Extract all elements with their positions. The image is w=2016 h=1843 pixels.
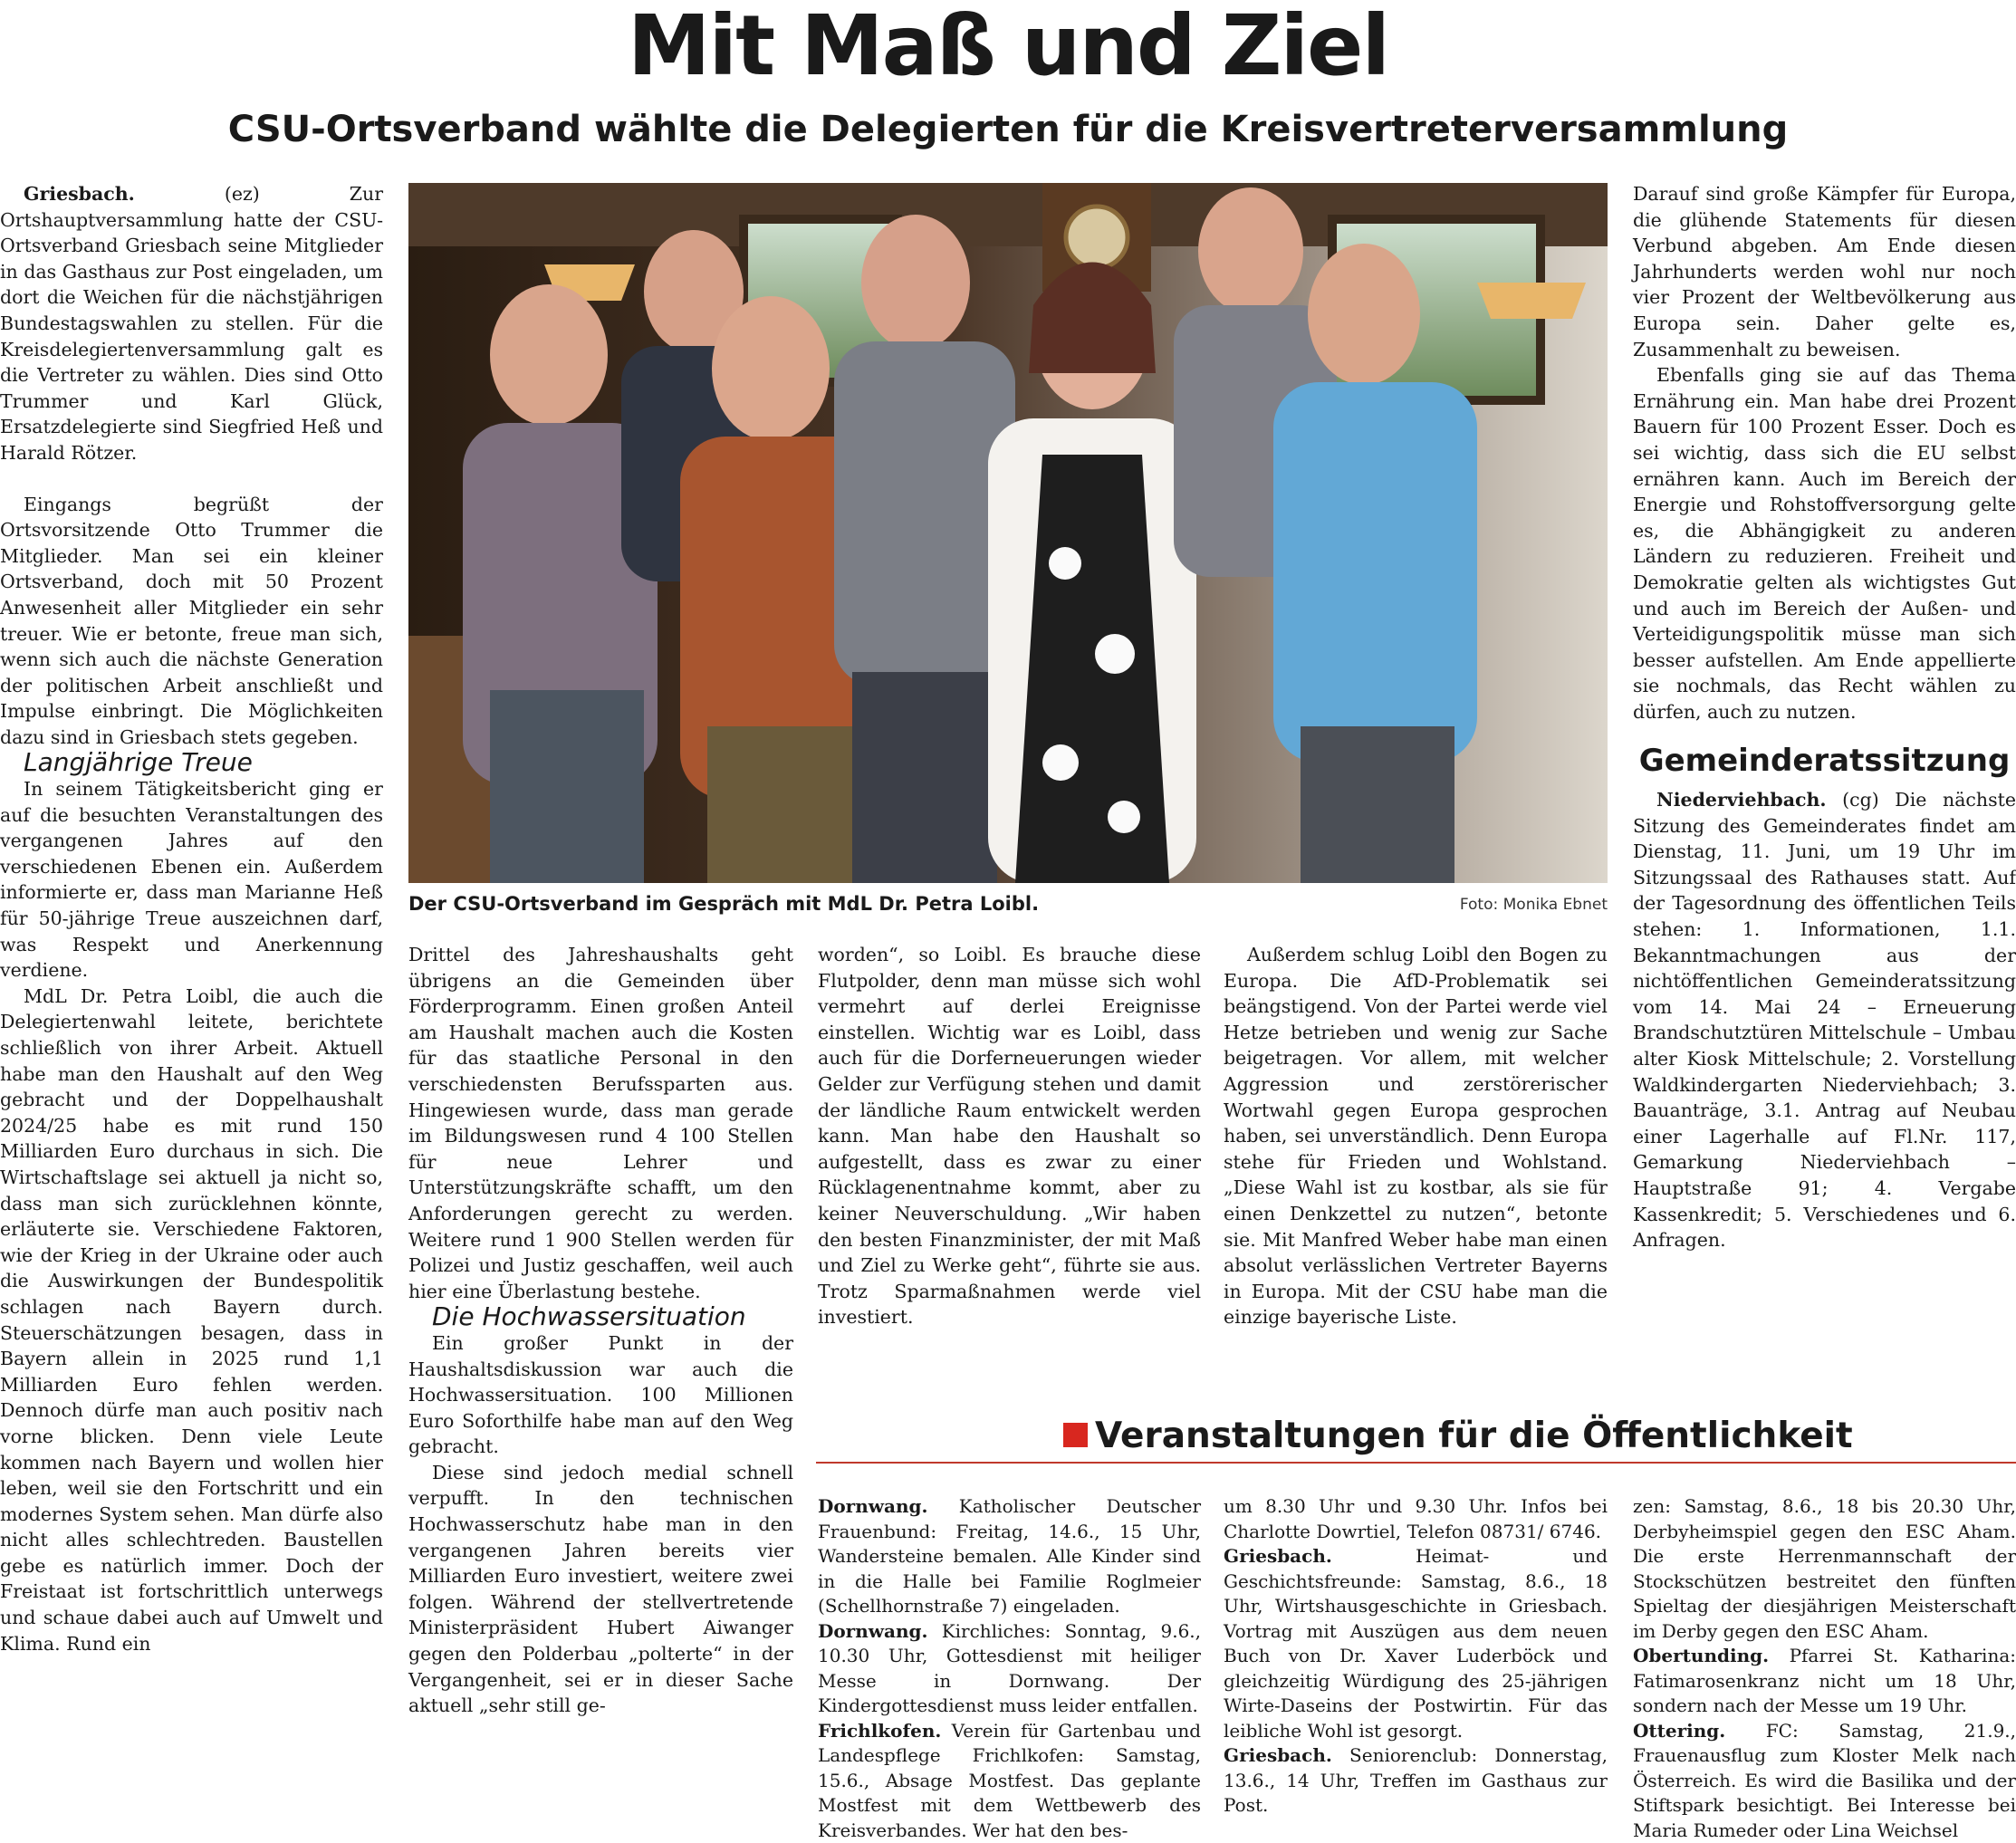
list-item: um 8.30 Uhr und 9.30 Uhr. Infos bei Charlotte Dowrtiel, Telefon 08731/ 6746. <box>1224 1494 1608 1544</box>
red-square-icon <box>1063 1423 1088 1447</box>
list-item: Frichlkofen. Verein für Gartenbau und Landespflege Frichlkofen: Samstag, 15.6., Absage Mostfest. Das geplante Mostfest mit dem Wettbewerb des Kreisverbandes. Wer hat den bes- <box>818 1719 1201 1843</box>
paragraph: Niederviehbach. (cg) Die nächste Sitzung des Gemeinderates findet am Dienstag, 11. Juni, um 19 Uhr im Sitzungssaal des Rathauses statt. Auf der Tagesordnung des öffentlichen Teils stehen: 1. Informationen, 1.1. Bekanntmachungen aus der nichtöffentlichen Gemeinderatssitzung vom 14. Mai 24 – Erneuerung Brandschutztüren Mittelschule – Umbau alter Kiosk Mittelschule; 2. Vorstellung Waldkindergarten Niederviehbach; 3. Bauanträge, 3.1. Antrag auf Neubau einer Lagerhalle auf Fl.Nr. 117, Gemarkung Niederviehbach – Hauptstraße 91; 4. Vergabe Kassenkredit; 5. Verschiedenes und 6. Anfragen. <box>1633 787 2016 1253</box>
paragraph: Drittel des Jahreshaushalts geht übrigens an die Gemeinden über Förderprogramm. Einen großen Anteil am Haushalt machen auch die Kosten für das staatliche Personal in den verschiedensten Berufssparten aus. Hingewiesen wurde, dass man gerade im Bildungswesen rund 4 100 Stellen für neue Lehrer und Unterstützungskräfte schafft, um den Anforderungen gerecht zu werden. Weitere rund 1 900 Stellen werden für Polizei und Justiz geschaffen, weil auch hier eine Überlastung bestehe. <box>408 942 793 1304</box>
photo-caption: Der CSU-Ortsverband im Gespräch mit MdL Dr. Petra Loibl. <box>408 893 1039 915</box>
paragraph: Ebenfalls ging sie auf das Thema Ernährung ein. Man habe drei Prozent Bauern für 100 Prozent Esser. Doch es sei wichtig, dass sich die EU selbst ernähren kann. Auch im Bereich der Energie und Rohstoffversorgung gelte es, die Abhängigkeit zu anderen Ländern zu reduzieren. Freiheit und Demokratie gelten als wichtigstes Gut und auch im Bereich der Außen- und Verteidigungspolitik müsse man sich besser aufstellen. Am Ende appellierte sie nochmals, das Recht wählen zu dürfen, auch zu nutzen. <box>1633 362 2016 725</box>
list-item: Griesbach. Seniorenclub: Donnerstag, 13.6., 14 Uhr, Treffen im Gasthaus zur Post. <box>1224 1743 1608 1819</box>
events-divider <box>816 1462 2016 1464</box>
article-column-1 <box>0 181 383 1656</box>
paragraph: Außerdem schlug Loibl den Bogen zu Europa. Die AfD-Problematik sei beängstigend. Von der Partei werde viel Hetze betrieben und wenig zur Sache beigetragen. Vor allem, mit welcher Aggression und zerstörerischer Wortwahl gegen Europa gesprochen haben, sei unverständlich. Denn Europa stehe für Frieden und Wohlstand. „Diese Wahl ist zu kostbar, als sie für einen Denkzettel zu nutzen“, betonte sie. Mit Manfred Weber habe man einen absolut verlässlichen Vertreter Bayerns in Europa. Mit der CSU habe man die einzige bayerische Liste. <box>1224 942 1608 1330</box>
list-item: Ottering. FC: Samstag, 21.9., Frauenausflug zum Kloster Melk nach Österreich. Es wird die Basilika und der Stiftspark besichtigt. Bei Interesse bei Maria Rumeder oder Lina Weichsel <box>1633 1719 2016 1843</box>
group-photo-image <box>408 183 1608 883</box>
article-column-3 <box>818 942 1201 1330</box>
list-item: zen: Samstag, 8.6., 18 bis 20.30 Uhr, Derbyheimspiel gegen den ESC Aham. Die erste Herrenmannschaft der Stockschützen bestreitet den fünften Spieltag der diesjährigen Meisterschaft im Derby gegen den ESC Aham. <box>1633 1494 2016 1644</box>
paragraph: Diese sind jedoch medial schnell verpufft. In den technischen Hochwasserschutz habe man in den vergangenen Jahren bereits vier Milliarden Euro investiert, weitere zwei folgen. Während der stellvertretende Ministerpräsident Hubert Aiwanger gegen den Polderbau „polterte“ in der Vergangenheit, sei er in dieser Sache aktuell „sehr still ge- <box>408 1460 793 1719</box>
paragraph: worden“, so Loibl. Es brauche diese Flutpolder, denn man müsse sich wohl vermehrt auf derlei Ereignisse einstellen. Wichtig war es Loibl, dass auch für die Dorferneuerungen wieder Gelder zur Verfügung stehen und damit der ländliche Raum entwickelt werden kann. Man habe den Haushalt so aufgestellt, dass es zwar zu einer Rücklagenentnahme kommt, aber zu keiner Neuverschuldung. „Wir haben den besten Finanzminister, der mit Maß und Ziel zu Werke geht“, führte sie aus. Trotz Sparmaßnahmen werde viel investiert. <box>818 942 1201 1330</box>
sidebar-headline: Gemeinderatssitzung <box>1633 748 2016 774</box>
subheadline: CSU-Ortsverband wählte die Delegierten für die Kreisvertreterversammlung <box>0 107 2016 152</box>
list-item: Obertunding. Pfarrei St. Katharina: Fatimarosenkranz nicht um 18 Uhr, sondern nach der Messe um 19 Uhr. <box>1633 1644 2016 1719</box>
article-column-4 <box>1224 942 1608 1330</box>
list-item: Griesbach. Heimat- und Geschichtsfreunde: Samstag, 8.6., 18 Uhr, Wirtshausgeschichte in Griesbach. Vortrag mit Auszügen aus dem neuen Buch von Dr. Xaver Luderböck und gleichzeitig Würdigung des 25-jährigen Wirte-Daseins der Postwirtin. Für das leibliche Wohl ist gesorgt. <box>1224 1544 1608 1743</box>
list-item: Dornwang. Kirchliches: Sonntag, 9.6., 10.30 Uhr, Gottesdienst mit heiliger Messe in Dornwang. Der Kindergottesdienst muss leider entfallen. <box>818 1619 1201 1719</box>
paragraph: In seinem Tätigkeitsbericht ging er auf die besuchten Veranstaltungen des vergangenen Jahres auf den verschiedenen Ebenen ein. Außerdem informierte er, dass man Marianne Heß für 50-jährige Treue auszeichnen darf, was Respekt und Anerkennung verdiene. <box>0 776 383 984</box>
events-column-b <box>1224 1494 1608 1819</box>
list-item: Dornwang. Katholischer Deutscher Frauenbund: Freitag, 14.6., 15 Uhr, Wandersteine bemalen. Alle Kinder sind in die Halle bei Familie Roglmeier (Schellhornstraße 7) eingeladen. <box>818 1494 1201 1619</box>
paragraph: Griesbach. (ez) Zur Ortshauptversammlung hatte der CSU-Ortsverband Griesbach seine Mitglieder in das Gasthaus zur Post eingeladen, um dort die Weichen für die nächstjährigen Bundestagswahlen zu stellen. Für die Kreisdelegiertenversammlung galt es die Vertreter zu wählen. Dies sind Otto Trummer und Karl Glück, Ersatzdelegierte sind Siegfried Heß und Harald Rötzer. <box>0 181 383 466</box>
dateline: Niederviehbach. <box>1656 789 1827 811</box>
paragraph: Ein großer Punkt in der Haushaltsdiskussion war auch die Hochwassersituation. 100 Millionen Euro Soforthilfe habe man auf den Weg gebracht. <box>408 1330 793 1460</box>
paragraph: Darauf sind große Kämpfer für Europa, die glühende Statements für diesen Verbund abgeben. Am Ende diesen Jahrhunderts werden wohl nur noch vier Prozent der Weltbevölkerung aus Europa sein. Daher gelte es, Zusammenhalt zu beweisen. <box>1633 181 2016 362</box>
section-subhead: Die Hochwassersituation <box>408 1304 793 1330</box>
photo-caption-bar <box>408 893 1608 920</box>
events-column-a <box>818 1494 1201 1843</box>
paragraph: MdL Dr. Petra Loibl, die auch die Delegiertenwahl leitete, berichtete schließlich von ihrer Arbeit. Aktuell habe man den Haushalt auf den Weg gebracht und der Doppelhaushalt 2024/25 habe es mit rund 150 Milliarden Euro durchaus in sich. Die Wirtschaftslage sei aktuell ja nicht so, dass man sich zurücklehnen könnte, erläuterte sie. Verschiedene Faktoren, wie der Krieg in der Ukraine oder auch die Auswirkungen der Bundespolitik schlagen nach Bayern durch. Steuerschätzungen besagen, dass in Bayern allein in 2025 rund 1,1 Milliarden Euro fehlen werden. Dennoch dürfe man auch positiv nach vorne blicken. Denn viele Leute kommen nach Bayern und wollen hier leben, weil sie den Fortschritt und ein modernes System sehen. Man dürfe also nicht alles schlechtreden. Baustellen gebe es natürlich immer. Doch der Freistaat ist fortschrittlich unterwegs und schaue dabei auch auf Umwelt und Klima. Rund ein <box>0 984 383 1656</box>
headline: Mit Maß und Ziel <box>0 0 2016 96</box>
photo-credit: Foto: Monika Ebnet <box>1460 896 1608 914</box>
events-column-c <box>1633 1494 2016 1843</box>
article-column-2 <box>408 942 793 1719</box>
group-photo <box>408 183 1608 883</box>
section-subhead: Langjährige Treue <box>0 750 383 776</box>
events-heading <box>816 1416 2016 1461</box>
paragraph: Eingangs begrüßt der Ortsvorsitzende Otto Trummer die Mitglieder. Man sei ein kleiner Ortsverband, doch mit 50 Prozent Anwesenheit aller Mitglieder ein sehr treuer. Wie er betonte, freue man sich, wenn sich auch die nächste Generation der politischen Arbeit anschließt und Impulse einbringt. Die Möglichkeiten dazu sind in Griesbach stets gegeben. <box>0 492 383 751</box>
article-column-5 <box>1633 181 2016 1253</box>
dateline: Griesbach. <box>24 183 135 205</box>
events-title: Veranstaltungen für die Öffentlichkeit <box>1095 1416 1853 1456</box>
